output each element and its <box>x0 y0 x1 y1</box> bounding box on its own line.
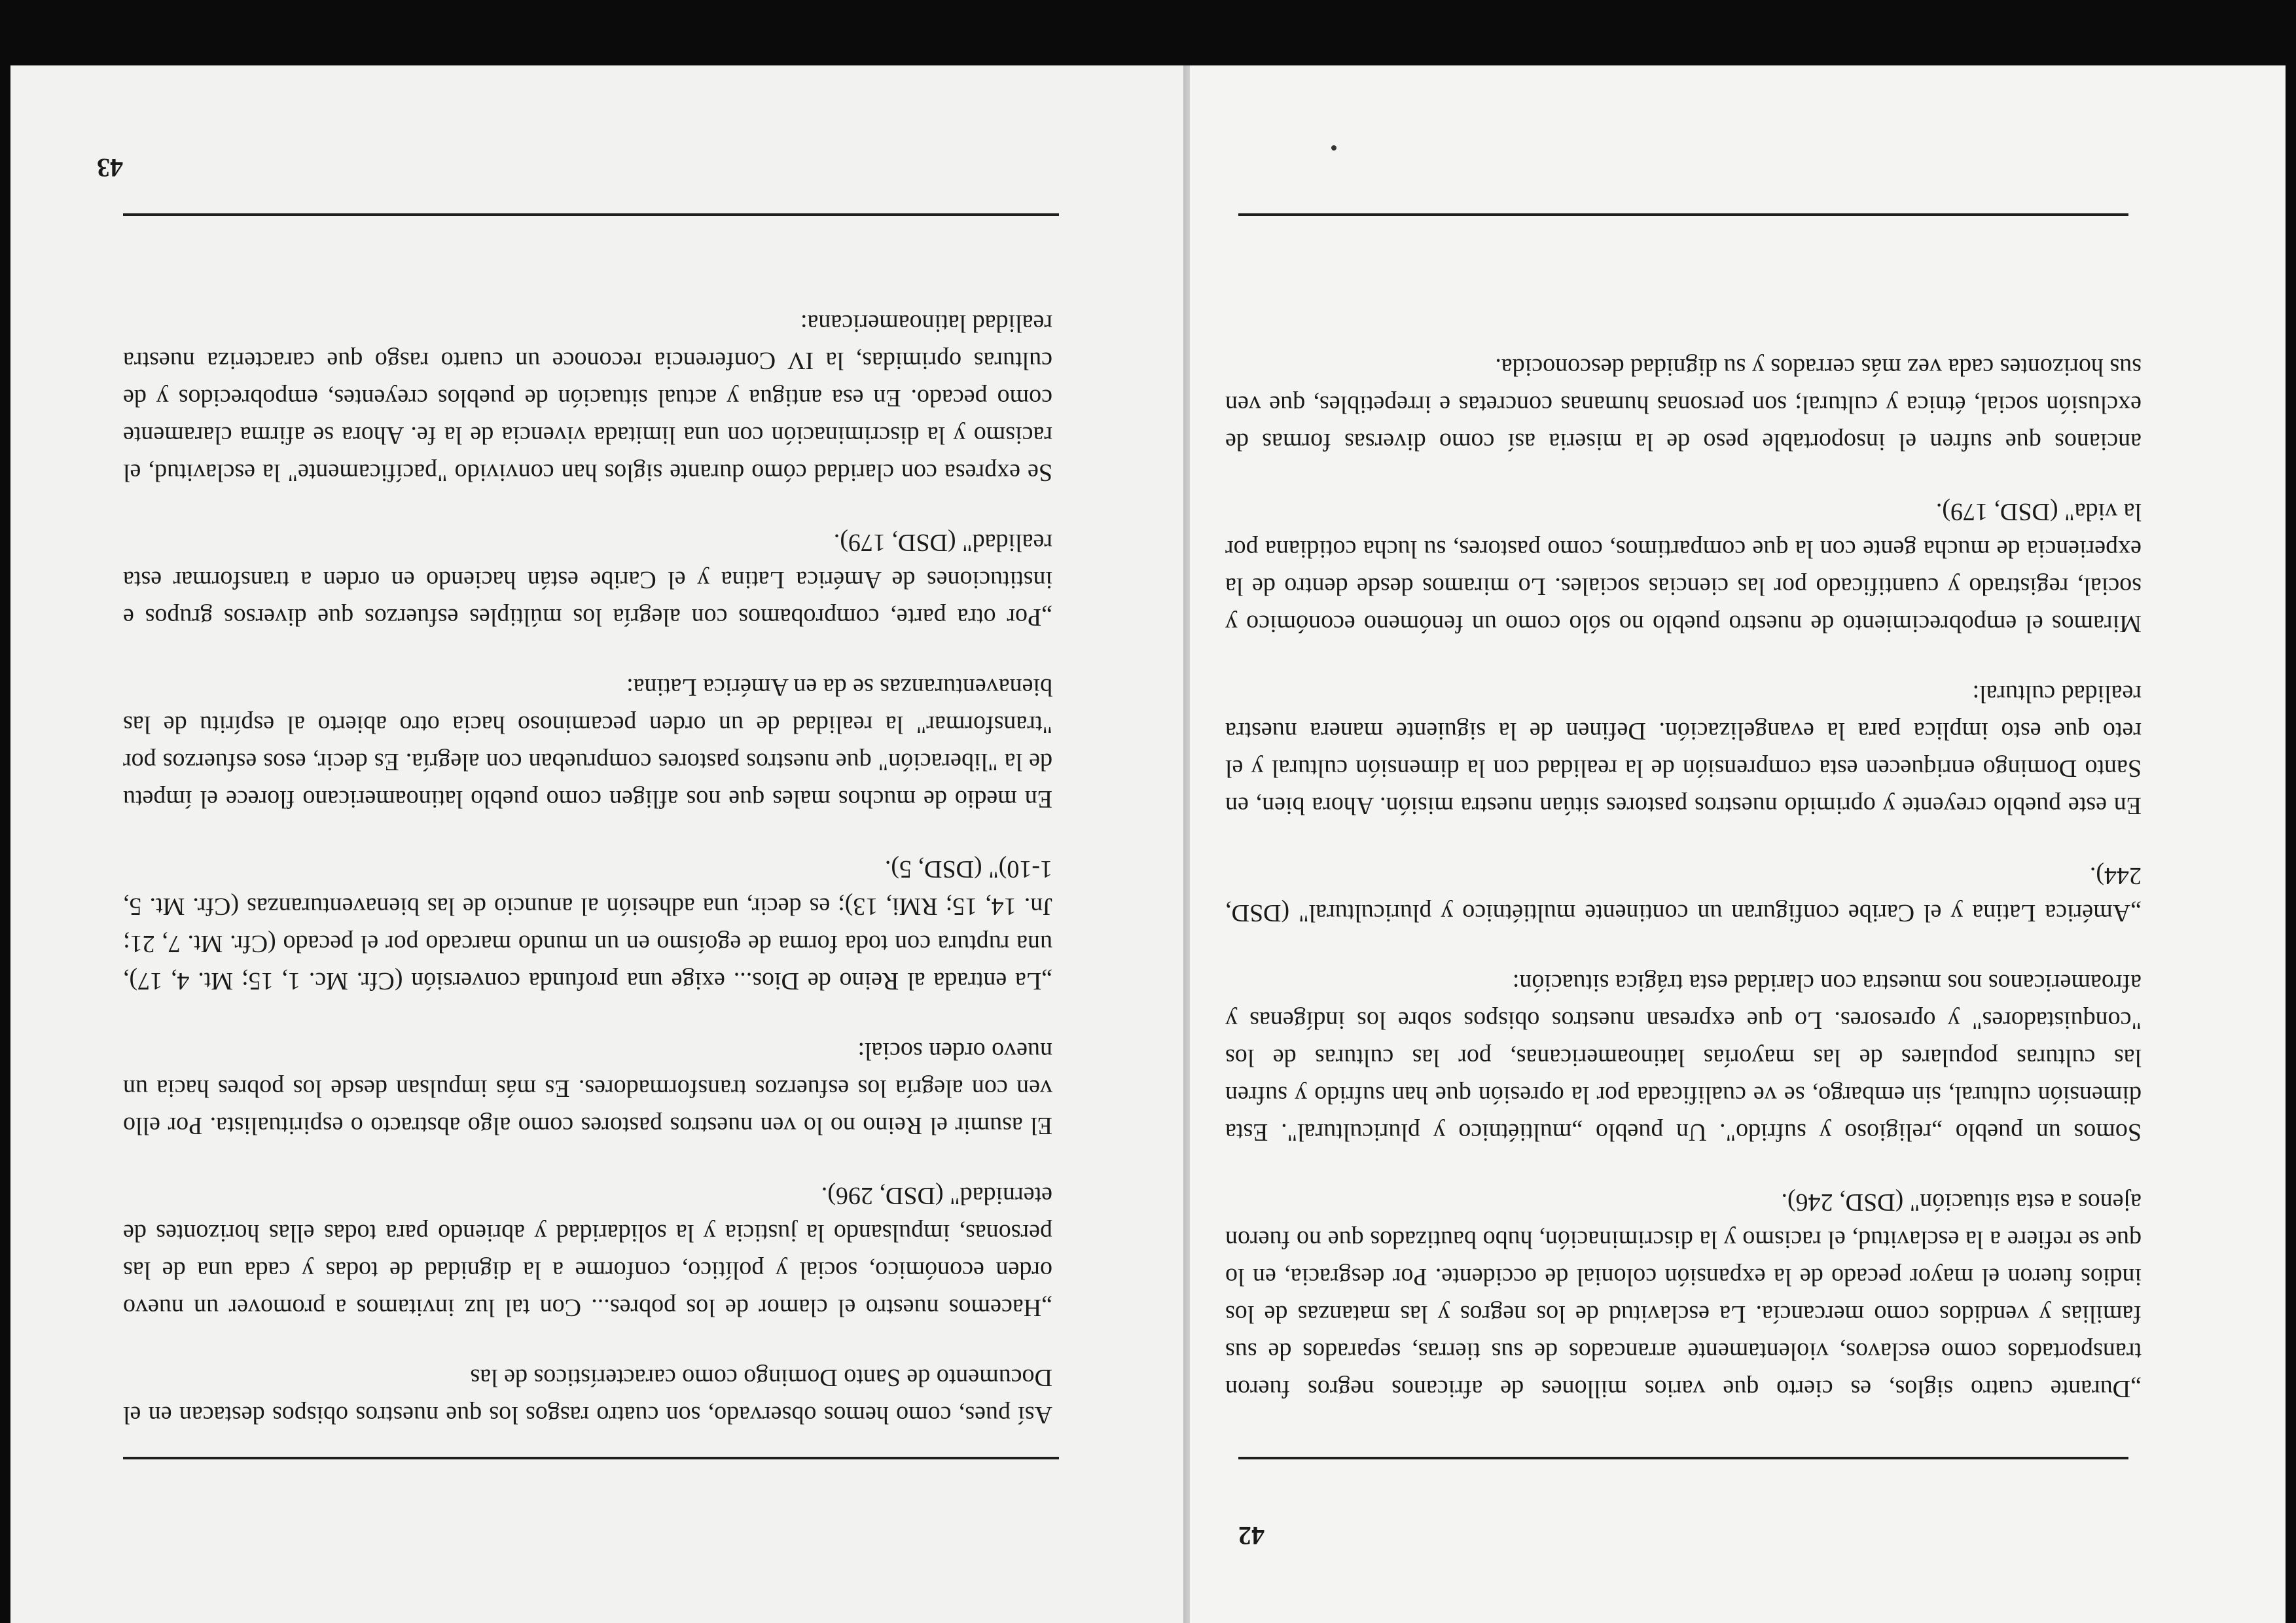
page-number: 43 <box>97 153 123 183</box>
paragraph: Somos un pueblo „religioso y sufrido". Un pueblo „multiétnico y pluricultural". Esta dimensión cultural, sin embargo, se ve cualificada por la opresión que han sufrido y sufren las culturas populares de las mayorías latinoamericanas, por las culturas de los "conquistadores" y opresores. Lo que expresan nuestros obispos sobre los indígenas y afroamericanos nos muestra con claridad esta trágica situación: <box>1225 969 2142 1146</box>
paragraph: ancianos que sufren el insoportable peso de la miseria así como diversas formas de exclusión social, étnica y cultural; son personas humanas concretas e irrepetibles, que ven sus horizontes cada vez más cerrados y su dignidad desconocida. <box>1225 353 2142 455</box>
top-rule <box>123 1457 1059 1459</box>
scan-speck <box>1331 145 1336 151</box>
paragraph: Así pues, como hemos observado, son cuatro rasgos los que nuestros obispos destacan en el Documento de Santo Domingo como característicos de las <box>123 1364 1052 1429</box>
paragraph: „Por otra parte, comprobamos con alegría los múltiples esfuerzos que diversos grupos e instituciones de América Latina y el Caribe están haciendo en orden a transformar esta realidad" (DSD, 179). <box>123 529 1052 631</box>
body-text <box>1225 315 2142 1407</box>
page-43 <box>10 65 1183 1623</box>
body-text <box>123 272 1052 1433</box>
paragraph: „Durante cuatro siglos, es cierto que varios millones de africanos negros fueron transportados como esclavos, violentamente arrancados de sus tierras, separados de sus familias y vendidos como mercancía. La esclavitud de los negros y las matanzas de los indios fueron el mayor pecado de la expansión colonial de occidente. Por desgracia, en lo que se refiere a la esclavitud, el racismo y la discriminación, hubo bautizados que no fueron ajenos a esta situación" (DSD, 246). <box>1225 1188 2142 1402</box>
paragraph: Miramos el empobrecimiento de nuestro pueblo no sólo como un fenómeno económico y social, registrado y cuantificado por las ciencias sociales. Lo miramos desde dentro de la experiencia de mucha gente con la que compartimos, como pastores, su lucha cotidiana por la vida" (DSD, 179). <box>1225 498 2142 637</box>
paragraph: En este pueblo creyente y oprimido nuestros pastores sitúan nuestra misión. Ahora bien, en Santo Domingo enriquecen esta comprensión de la realidad con la dimensión cultural y el reto que esto implica para la evangelización. Definen de la siguiente manera nuestra realidad cultural: <box>1225 680 2142 819</box>
page-42 <box>1183 65 2286 1623</box>
top-rule <box>1238 1457 2128 1459</box>
paragraph: „América Latina y el Caribe configuran un continente multiétnico y pluricultural" (DSD, 244). <box>1225 862 2142 927</box>
paragraph: Se expresa con claridad cómo durante siglos han convivido "pacíficamente" la esclavitud, el racismo y la discriminación con una limitada vivencia de la fe. Ahora se afirma claramente como pecado. En esa antigua y actual situación de pueblos creyentes, empobrecidos y de culturas oprimidas, la IV Conferencia reconoce un cuarto rasgo que caracteriza nuestra realidad latinoamericana: <box>123 310 1052 486</box>
bottom-rule <box>123 213 1059 216</box>
page-number: 42 <box>1238 1521 1265 1550</box>
bottom-rule <box>1238 213 2128 216</box>
paragraph: „La entrada al Reino de Dios... exige una profunda conversión (Cfr. Mc. 1, 15; Mt. 4, 17), una ruptura con toda forma de egoísmo en un mundo marcado por el pecado (Cfr. Mt. 7, 21; Jn. 14, 15; RMi, 13); es decir, una adhesión al anuncio de las bienaventuranzas (Cfr. Mt. 5, 1-10)" (DSD, 5). <box>123 855 1052 995</box>
paragraph: El asumir el Reino no lo ven nuestros pastores como algo abstracto o espiritualista. Por ello ven con alegría los esfuerzos transformadores. Es más impulsan desde los pobres hacia un nuevo orden social: <box>123 1037 1052 1139</box>
paragraph: „Hacemos nuestro el clamor de los pobres... Con tal luz invitamos a promover un nuevo orden económico, social y político, conforme a la dignidad de todas y cada una de las personas, impulsando la justicia y la solidaridad y abriendo para todas ellas horizontes de eternidad" (DSD, 296). <box>123 1182 1052 1321</box>
paragraph: En medio de muchos males que nos afligen como pueblo latinoamericano florece el ímpetu de la "liberación" que nuestros pastores comprueban con alegría. Es decir, esos esfuerzos por "transformar" la realidad de un orden pecaminoso hacia otro abierto al espíritu de las bienaventuranzas se da en América Latina: <box>123 673 1052 813</box>
